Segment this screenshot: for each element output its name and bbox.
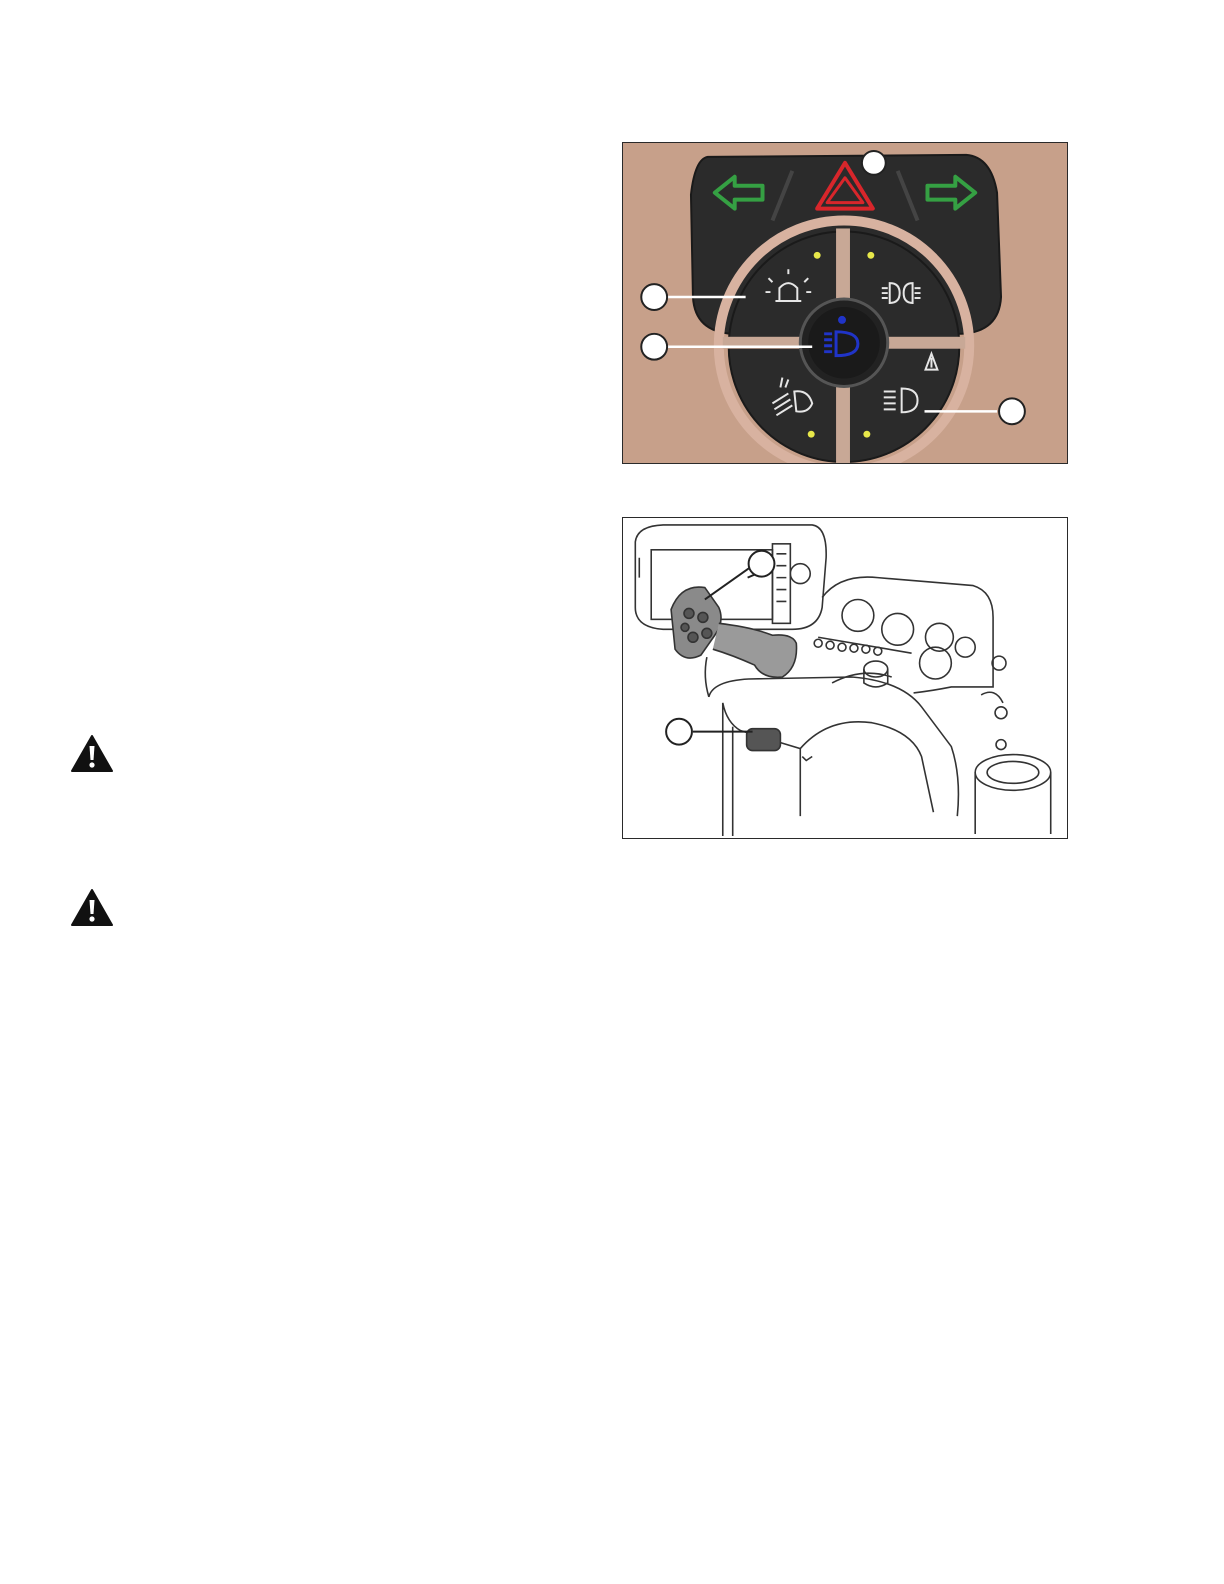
joystick xyxy=(671,587,796,677)
callout-circle xyxy=(641,284,667,310)
indicator-led xyxy=(814,252,821,259)
console-body xyxy=(705,657,958,836)
display-monitor xyxy=(635,525,826,629)
indicator-led xyxy=(808,431,815,438)
operator-console-illustration xyxy=(623,518,1067,838)
indicator-led xyxy=(863,431,870,438)
callout-leader xyxy=(705,566,753,600)
instrument-cluster xyxy=(814,577,993,693)
figure-operator-console xyxy=(622,517,1068,839)
light-control-panel-illustration xyxy=(623,143,1067,463)
warning-triangle-icon xyxy=(70,888,114,928)
knob-indicator xyxy=(838,316,846,324)
callout-circle xyxy=(999,398,1025,424)
callout-circle xyxy=(666,719,692,745)
warning-triangle-icon xyxy=(70,734,114,774)
callout-circle xyxy=(749,551,775,577)
callout-circle xyxy=(641,334,667,360)
indicator-led xyxy=(867,252,874,259)
callout-circle xyxy=(862,151,886,175)
figure-light-control-panel xyxy=(622,142,1068,464)
cup-holder xyxy=(975,656,1051,834)
